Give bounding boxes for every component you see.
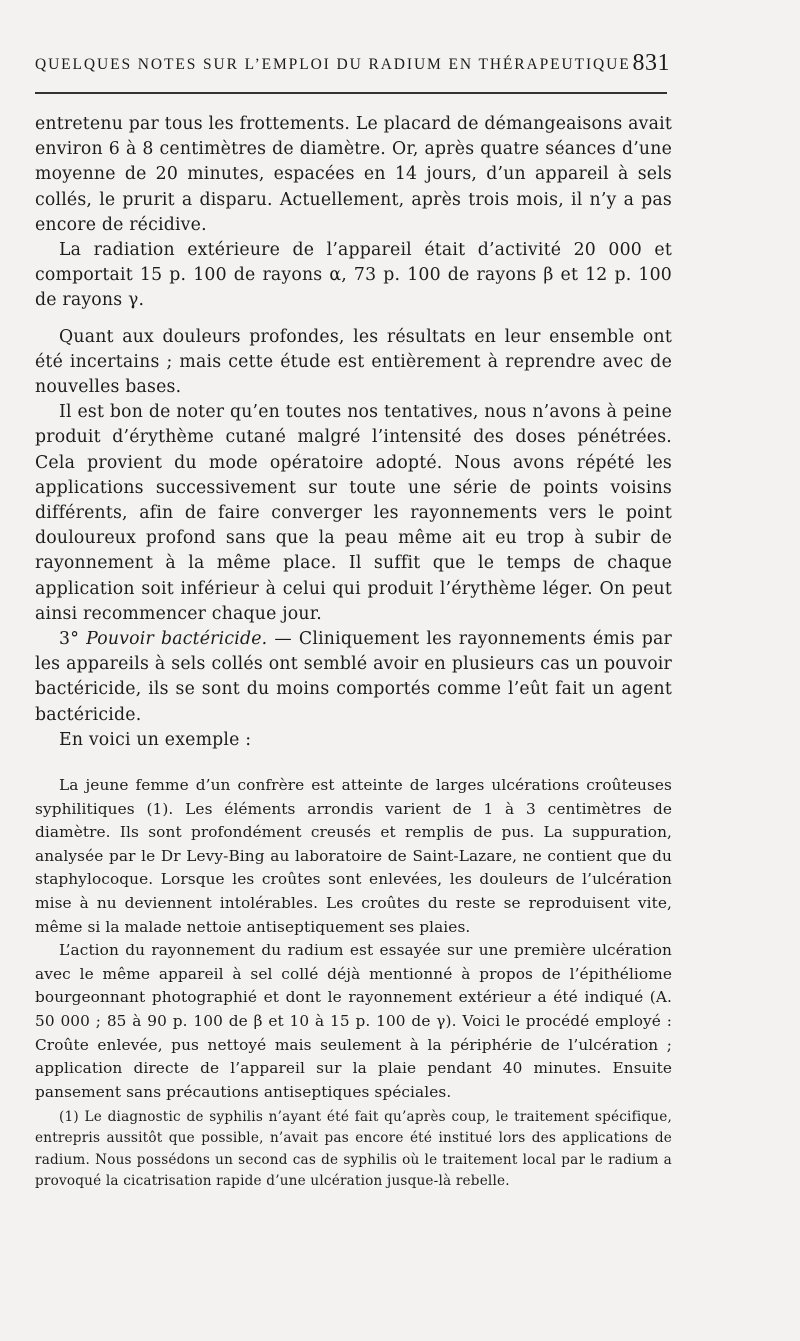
page-header: [35, 50, 672, 84]
running-title: QUELQUES NOTES SUR L’EMPLOI DU RADIUM EN THÉRAPEUTIQUE: [35, 56, 631, 73]
paragraph-1: entretenu par tous les frottements. Le placard de démangeaisons avait environ 6 à 8 centimètres de diamètre. Or, après quatre séances d’une moyenne de 20 minutes, espacées en 14 jours, d’un appareil à sels collés, le prurit a disparu. Actuellement, après trois mois, il n’y a pas encore de récidive.: [35, 114, 672, 235]
paragraph-5: [35, 627, 672, 728]
section-number: 3°: [59, 629, 80, 650]
header-rule: [35, 92, 667, 94]
footnote-text: (1) Le diagnostic de syphilis n’ayant été fait qu’après coup, le traitement spécifique, entrepris aussitôt que possible, n’avait pas encore été institué lors des applications de radium. Nous possédons un second cas de syphilis où le traitement local par le radium a provoqué la cicatrisation rapide d’une ulcération jusque-là rebelle.: [35, 1109, 672, 1190]
case-paragraph-2: L’action du rayonnement du radium est essayée sur une première ulcération avec le même appareil à sel collé déjà mentionné à propos de l’épithéliome bourgeonnant photographié et dont le rayonnement extérieur a été indiqué (A. 50 000 ; 85 à 90 p. 100 de β et 10 à 15 p. 100 de γ). Voici le procédé employé : Croûte enlevée, pus nettoyé mais seulement à la périphérie de l’ulcération ; application directe de l’appareil sur la plaie pendant 40 minutes. Ensuite pansement sans précautions antiseptiques spéciales.: [35, 941, 672, 1101]
section-title: Pouvoir bactéricide.: [86, 629, 268, 650]
paragraph-2: La radiation extérieure de l’appareil était d’activité 20 000 et comportait 15 p. 100 de rayons α, 73 p. 100 de rayons β et 12 p. 100 de rayons γ.: [35, 240, 672, 311]
paragraph-4: Il est bon de noter qu’en toutes nos tentatives, nous n’avons à peine produit d’érythème cutané malgré l’intensité des doses pénétrées. Cela provient du mode opératoire adopté. Nous avons répété les applications successivement sur toute une série de points voisins différents, afin de faire converger les rayonnements vers le point douloureux profond sans que la peau même ait eu trop à subir de rayonnement à la même place. Il suffit que le temps de chaque application soit inférieur à celui qui produit l’érythème léger. On peut ainsi recommencer chaque jour.: [35, 402, 672, 624]
paragraph-3: Quant aux douleurs profondes, les résultats en leur ensemble ont été incertains ; mais cette étude est entièrement à reprendre avec de nouvelles bases.: [35, 326, 672, 398]
paragraph-6: En voici un exemple :: [59, 729, 252, 750]
section-body: — Cliniquement les rayonnements émis par les appareils à sels collés ont semblé avoir en plusieurs cas un pouvoir bactéricide, ils se sont du moins comportés comme l’eût fait un agent bactéricide.: [35, 629, 672, 725]
footnote: [35, 1107, 672, 1193]
main-text: [35, 112, 672, 753]
case-report: [35, 774, 672, 1104]
case-paragraph-1: La jeune femme d’un confrère est atteinte de larges ulcérations croûteuses syphilitiques (1). Les éléments arrondis varient de 1 à 3 centimètres de diamètre. Ils sont profondément creusés et remplis de pus. La suppuration, analysée par le Dr Levy-Bing au laboratoire de Saint-Lazare, ne contient que du staphylocoque. Lorsque les croûtes sont enlevées, les douleurs de l’ulcération mise à nu deviennent intolérables. Les croûtes du reste se reproduisent vite, même si la malade nettoie antiseptiquement ses plaies.: [35, 776, 672, 936]
page-number: 831: [632, 50, 670, 76]
